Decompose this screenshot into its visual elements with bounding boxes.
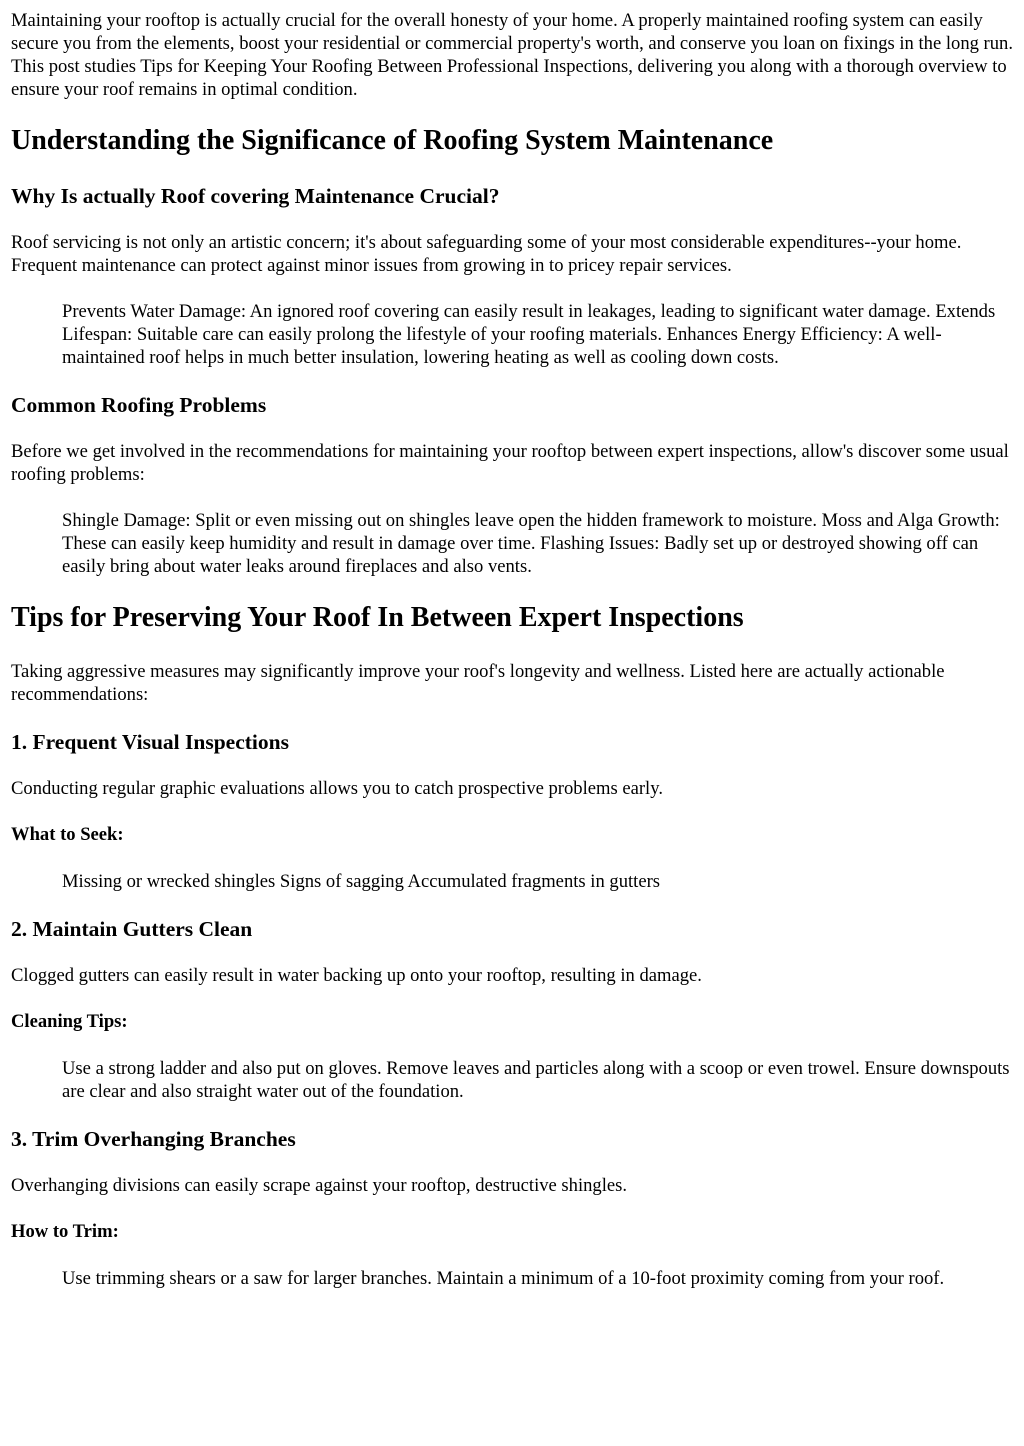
intro-paragraph: Maintaining your rooftop is actually crucial for the overall honesty of your home. A properly maintained roofing system can easily secure you from the elements, boost your residential or commercial property's worth, and conserve you loan on fixings in the long run. This post studies Tips for Keeping Your Roofing Between Professional Inspections, delivering you along with a thorough overview to ensure your roof remains in optimal condition.: [11, 10, 1013, 100]
why-maintenance-paragraph: Roof servicing is not only an artistic concern; it's about safeguarding some of your most considerable expenditures--your home. Frequent maintenance can protect against minor issues from growing in to pricey repair services.: [11, 232, 962, 276]
how-to-trim-heading: How to Trim:: [11, 1221, 119, 1242]
benefits-quote: Prevents Water Damage: An ignored roof covering can easily result in leakages, leading to significant water damage. Extends Lifespan: Suitable care can easily prolong the lifestyle of your roofing materials. Enhances Energy Efficiency: A well-maintained roof helps in much better insulation, lowering heating as well as cooling down costs.: [62, 301, 996, 368]
cleaning-tips-heading: Cleaning Tips:: [11, 1011, 128, 1032]
tip-gutters-paragraph: Clogged gutters can easily result in water backing up onto your rooftop, resulting in damage.: [11, 965, 702, 986]
what-to-seek-quote: Missing or wrecked shingles Signs of sagging Accumulated fragments in gutters: [62, 871, 661, 892]
subheading-why-maintenance: Why Is actually Roof covering Maintenance Crucial?: [11, 184, 500, 208]
tip-branches-paragraph: Overhanging divisions can easily scrape against your rooftop, destructive shingles.: [11, 1175, 628, 1196]
common-problems-paragraph: Before we get involved in the recommendations for maintaining your rooftop between expert inspections, allow's discover some usual roofing problems:: [11, 441, 1009, 485]
cleaning-tips-quote: Use a strong ladder and also put on gloves. Remove leaves and particles along with a scoop or even trowel. Ensure downspouts are clear and also straight water out of the foundation.: [62, 1058, 1010, 1102]
subheading-common-problems: Common Roofing Problems: [11, 393, 267, 417]
tip-heading-branches: 3. Trim Overhanging Branches: [11, 1127, 296, 1151]
problems-quote: Shingle Damage: Split or even missing out on shingles leave open the hidden framework to moisture. Moss and Alga Growth: These can easily keep humidity and result in damage over time. Flashing Issues: Badly set up or destroyed showing off can easily bring about water leaks around fireplaces and also vents.: [62, 510, 1000, 577]
what-to-seek-heading: What to Seek:: [11, 824, 124, 845]
tip-heading-gutters: 2. Maintain Gutters Clean: [11, 917, 253, 941]
section-heading-tips: Tips for Preserving Your Roof In Between Expert Inspections: [11, 602, 744, 633]
tips-intro-paragraph: Taking aggressive measures may significantly improve your roof's longevity and wellness. Listed here are actually actionable recommendations:: [11, 661, 945, 705]
tip-heading-visual-inspections: 1. Frequent Visual Inspections: [11, 730, 289, 754]
section-heading-significance: Understanding the Significance of Roofing System Maintenance: [11, 125, 774, 156]
tip-visual-inspections-paragraph: Conducting regular graphic evaluations allows you to catch prospective problems early.: [11, 778, 663, 799]
how-to-trim-quote: Use trimming shears or a saw for larger branches. Maintain a minimum of a 10-foot proximity coming from your roof.: [62, 1268, 945, 1289]
